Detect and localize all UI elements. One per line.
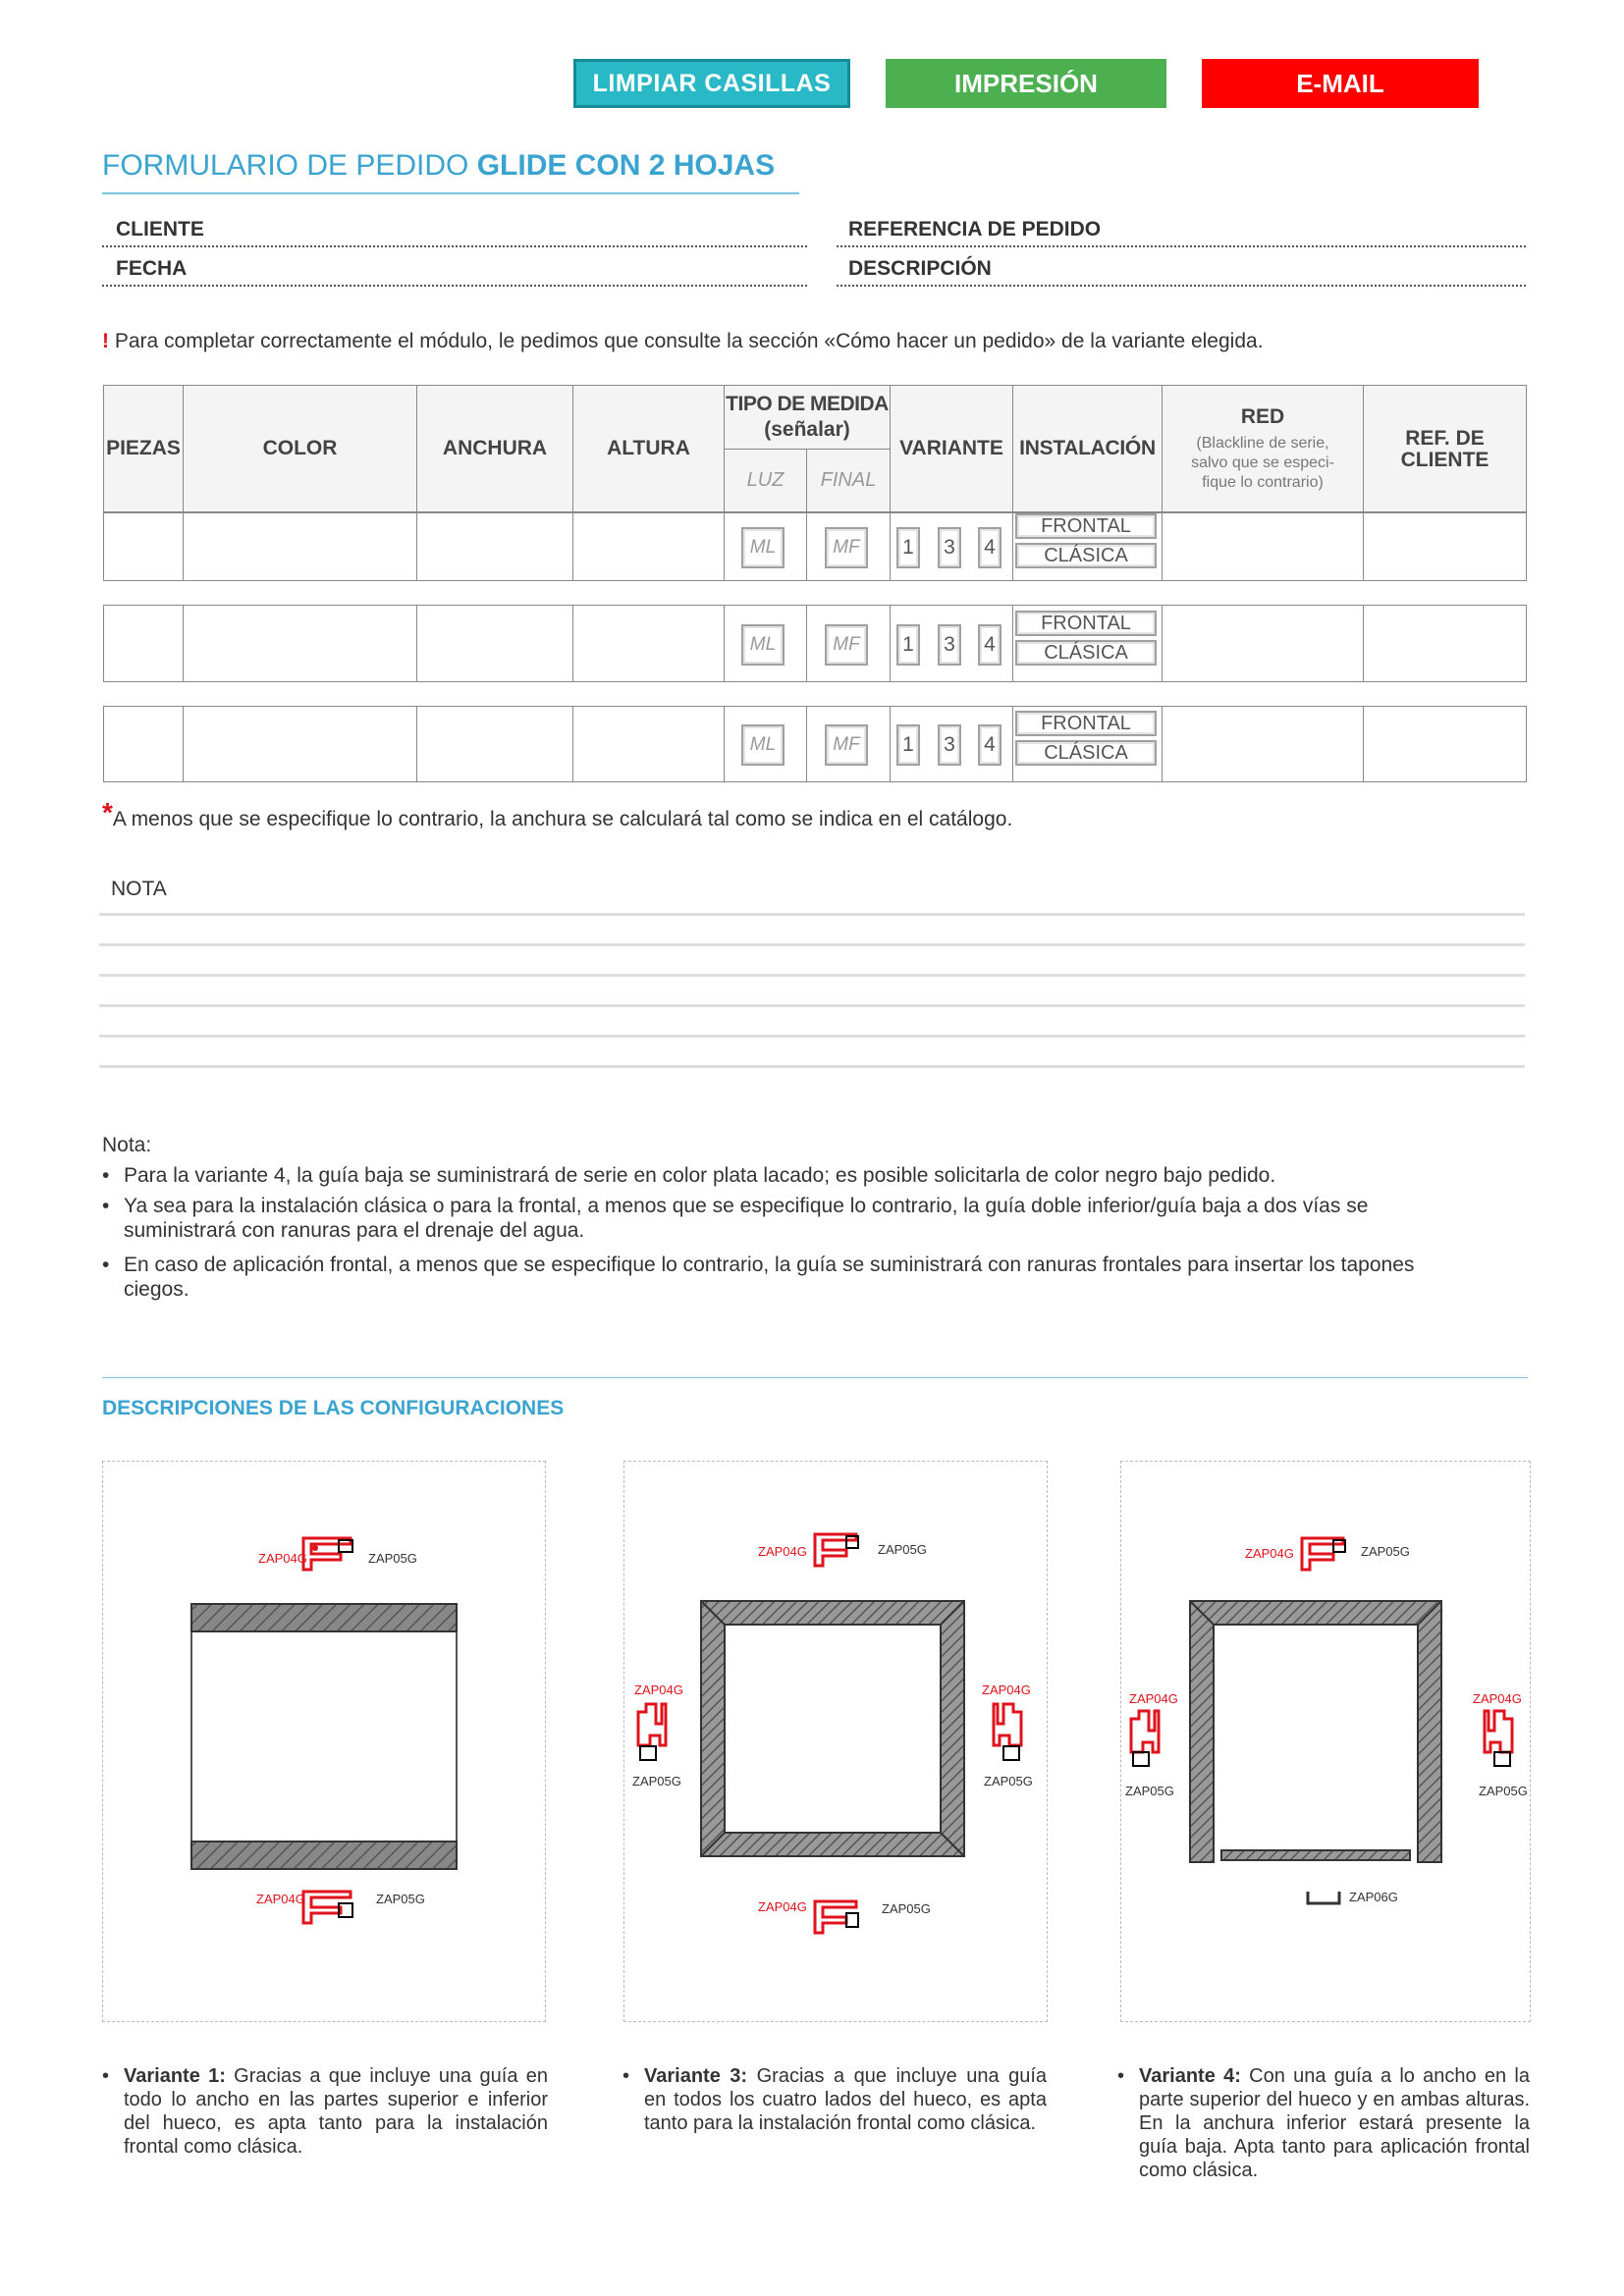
header-variante-text: VARIANTE (899, 437, 1003, 459)
caption-text: Con una guía a lo ancho en la parte superior del hueco y en ambas alturas. En la anchura inferior estará presente la guía baja. Apta tanto para aplicación frontal como clásica. (1139, 2065, 1531, 2181)
variante-1-diagram (102, 1461, 546, 2022)
zap04-profile-icon (638, 1704, 666, 1760)
clasica-option[interactable]: CLÁSICA (1015, 543, 1157, 568)
header-anchura-text: ANCHURA (442, 437, 548, 459)
header-red (1162, 385, 1364, 512)
bullet-icon: • (102, 1164, 110, 1187)
zap04-profile-icon (815, 1901, 858, 1933)
variante-cell (890, 605, 1013, 682)
luz-cell (724, 605, 807, 682)
note-text: Ya sea para la instalación clásica o para la frontal, a menos que se especifique lo contrario, la guía doble inferior/guía baja a dos vías se suministrará con ranuras para el drenaje del agua. (124, 1195, 1369, 1242)
list-item (102, 1253, 1477, 1302)
header-altura-text: ALTURA (607, 437, 690, 459)
variante-4-caption (1117, 2064, 1531, 2182)
header-red-note-2: salvo que se especi- (1191, 454, 1334, 471)
list-item (102, 1194, 1477, 1243)
header-tipo-line2: (señalar) (764, 418, 850, 441)
variante-3-checkbox[interactable]: 3 (938, 527, 961, 568)
caption-text: Gracias a que incluye una guía en todos los cuatro lados del hueco, es apta tanto para la instalación frontal como clásica. (644, 2065, 1048, 2134)
zap04-label: ZAP04G (1245, 1546, 1294, 1561)
header-altura (572, 385, 725, 512)
nota-line[interactable] (99, 974, 1525, 977)
color-cell[interactable] (183, 605, 417, 682)
header-piezas (103, 385, 184, 512)
frontal-option[interactable]: FRONTAL (1015, 513, 1157, 539)
zap04-label: ZAP04G (634, 1682, 683, 1697)
header-ref-cliente (1363, 385, 1527, 512)
email-button[interactable]: E-MAIL (1202, 59, 1479, 108)
zap04-profile-icon (1131, 1711, 1159, 1766)
caption-text: Gracias a que incluye una guía en todo lo ancho en las partes superior e inferior del hueco, es apta tanto para la instalación frontal como clásica. (124, 2065, 548, 2158)
header-variante (890, 385, 1013, 512)
zap05-label: ZAP05G (1361, 1544, 1410, 1559)
anchura-cell[interactable] (416, 706, 573, 782)
note-text: En caso de aplicación frontal, a menos que se especifique lo contrario, la guía se suministrará con ranuras frontales para insertar los tapones ciegos. (124, 1254, 1415, 1301)
note-text: Para la variante 4, la guía baja se suministrará de serie en color plata lacado; es posible solicitarla de color negro bajo pedido. (124, 1164, 1276, 1187)
bullet-icon: • (102, 2065, 110, 2087)
notice-text: Para completar correctamente el módulo, le pedimos que consulte la sección «Cómo hacer un pedido» de la variante elegida. (114, 330, 1264, 352)
header-luz (724, 449, 807, 512)
bullet-icon: • (623, 2065, 630, 2087)
piezas-cell[interactable] (103, 706, 184, 782)
caption-label: Variante 3: (644, 2065, 748, 2087)
zap06-label: ZAP06G (1349, 1890, 1398, 1904)
zap04-profile-icon (1485, 1711, 1512, 1766)
cliente-field[interactable] (102, 245, 807, 247)
bullet-icon: • (102, 1254, 110, 1276)
list-item (102, 1163, 1477, 1189)
footnote-text: A menos que se especifique lo contrario, la anchura se calculará tal como se indica en el catálogo. (112, 808, 1013, 830)
title-light: FORMULARIO DE PEDIDO (102, 149, 469, 182)
variante-3-drawing (624, 1462, 1049, 2023)
variante-3-diagram (623, 1461, 1048, 2022)
instructions-notice (102, 330, 1264, 353)
ref-cliente-cell[interactable] (1363, 512, 1527, 581)
window-frame (1190, 1601, 1441, 1862)
variante-1-checkbox[interactable]: 1 (896, 527, 920, 568)
header-red-note-1: (Blackline de serie, (1196, 435, 1329, 452)
ml-checkbox[interactable]: ML (741, 527, 785, 568)
zap05-label: ZAP05G (632, 1774, 681, 1789)
title-underline (102, 192, 799, 194)
zap04-label: ZAP04G (256, 1892, 305, 1906)
header-tipo-medida (724, 385, 891, 450)
header-red-note-3: fique lo contrario) (1202, 474, 1324, 491)
fecha-label: FECHA (116, 257, 188, 280)
zap05-label: ZAP05G (984, 1774, 1033, 1789)
variante-3-checkbox[interactable]: 3 (938, 624, 961, 666)
altura-cell[interactable] (572, 706, 725, 782)
red-cell[interactable] (1162, 706, 1364, 782)
variante-1-drawing (103, 1462, 547, 2023)
nota-line[interactable] (99, 913, 1525, 916)
nota-line[interactable] (99, 1004, 1525, 1007)
zap04-profile-icon (994, 1704, 1021, 1760)
variante-4-checkbox[interactable]: 4 (978, 624, 1001, 666)
mf-checkbox[interactable]: MF (825, 624, 868, 666)
top-rail (191, 1604, 457, 1631)
nota-line[interactable] (99, 1035, 1525, 1038)
zap05-label: ZAP05G (1479, 1784, 1528, 1798)
final-cell (806, 512, 891, 581)
clear-fields-button[interactable]: LIMPIAR CASILLAS (573, 59, 850, 108)
red-cell[interactable] (1162, 605, 1364, 682)
nota-label: NOTA (111, 878, 167, 900)
zap04-profile-icon (815, 1534, 858, 1566)
header-red-text: RED (1240, 405, 1285, 428)
variante-3-caption (623, 2064, 1048, 2135)
page-title (102, 149, 775, 183)
window-frame (191, 1604, 457, 1869)
header-final (806, 449, 891, 512)
referencia-label: REFERENCIA DE PEDIDO (848, 218, 1102, 240)
piezas-cell[interactable] (103, 512, 184, 581)
mf-checkbox[interactable]: MF (825, 527, 868, 568)
header-anchura (416, 385, 573, 512)
luz-cell (724, 512, 807, 581)
zap05-label: ZAP05G (1125, 1784, 1174, 1798)
clasica-option[interactable]: CLÁSICA (1015, 740, 1157, 766)
zap05-label: ZAP05G (368, 1551, 417, 1566)
alert-icon: ! (102, 330, 109, 352)
variante-4-diagram (1120, 1461, 1531, 2022)
header-piezas-text: PIEZAS (106, 437, 181, 459)
variante-1-checkbox[interactable]: 1 (896, 724, 920, 766)
bullet-icon: • (1117, 2065, 1125, 2087)
color-cell[interactable] (183, 706, 417, 782)
header-luz-text: LUZ (746, 469, 785, 491)
color-cell[interactable] (183, 512, 417, 581)
referencia-field[interactable] (837, 245, 1526, 247)
clasica-option[interactable]: CLÁSICA (1015, 640, 1157, 666)
anchura-footnote (102, 797, 1012, 831)
bottom-rail (191, 1842, 457, 1869)
caption-label: Variante 1: (124, 2065, 226, 2087)
nota-line[interactable] (99, 1065, 1525, 1068)
altura-cell[interactable] (572, 605, 725, 682)
header-instalacion-text: INSTALACIÓN (1019, 437, 1156, 459)
print-button[interactable]: IMPRESIÓN (886, 59, 1166, 108)
variante-4-checkbox[interactable]: 4 (978, 527, 1001, 568)
luz-cell (724, 706, 807, 782)
altura-cell[interactable] (572, 512, 725, 581)
zap04-label: ZAP04G (1129, 1691, 1178, 1706)
variante-1-checkbox[interactable]: 1 (896, 624, 920, 666)
frontal-option[interactable]: FRONTAL (1015, 611, 1157, 636)
variante-4-checkbox[interactable]: 4 (978, 724, 1001, 766)
cliente-label: CLIENTE (116, 218, 204, 240)
ml-checkbox[interactable]: ML (741, 624, 785, 666)
frontal-option[interactable]: FRONTAL (1015, 711, 1157, 736)
variante-4-drawing (1121, 1462, 1532, 2023)
nota-line[interactable] (99, 943, 1525, 946)
variante-3-checkbox[interactable]: 3 (938, 724, 961, 766)
fecha-field[interactable] (102, 285, 807, 287)
variante-cell (890, 706, 1013, 782)
header-color (183, 385, 417, 512)
zap05-label: ZAP05G (376, 1892, 425, 1906)
section-divider (102, 1377, 1528, 1378)
bullet-icon: • (102, 1195, 110, 1217)
header-tipo-line1: TIPO DE MEDIDA (726, 393, 889, 415)
variante-1-caption (102, 2064, 548, 2159)
ref-cliente-cell[interactable] (1363, 706, 1527, 782)
zap04-profile-icon (303, 1538, 352, 1570)
header-color-text: COLOR (262, 437, 338, 459)
anchura-cell[interactable] (416, 512, 573, 581)
header-final-text: FINAL (820, 469, 877, 491)
anchura-cell[interactable] (416, 605, 573, 682)
zap06-profile-icon (1308, 1892, 1339, 1903)
title-bold: GLIDE CON 2 HOJAS (476, 149, 776, 182)
mf-checkbox[interactable]: MF (825, 724, 868, 766)
window-frame (701, 1601, 964, 1856)
zap04-profile-icon (303, 1892, 352, 1923)
zap04-label: ZAP04G (982, 1682, 1031, 1697)
descripcion-field[interactable] (837, 285, 1526, 287)
zap04-label: ZAP04G (758, 1544, 807, 1559)
header-instalacion (1012, 385, 1163, 512)
zap04-label: ZAP04G (258, 1551, 307, 1566)
zap04-profile-icon (1302, 1538, 1345, 1570)
final-cell (806, 706, 891, 782)
final-cell (806, 605, 891, 682)
low-guide (1221, 1850, 1410, 1860)
zap04-label: ZAP04G (758, 1899, 807, 1914)
header-ref-line2: CLIENTE (1400, 449, 1489, 471)
ml-checkbox[interactable]: ML (741, 724, 785, 766)
red-cell[interactable] (1162, 512, 1364, 581)
section-title: DESCRIPCIONES DE LAS CONFIGURACIONES (102, 1397, 565, 1419)
zap05-label: ZAP05G (878, 1542, 927, 1557)
zap04-label: ZAP04G (1473, 1691, 1522, 1706)
caption-label: Variante 4: (1139, 2065, 1241, 2087)
asterisk-icon: * (102, 797, 113, 828)
ref-cliente-cell[interactable] (1363, 605, 1527, 682)
variante-cell (890, 512, 1013, 581)
descripcion-label: DESCRIPCIÓN (848, 257, 992, 280)
piezas-cell[interactable] (103, 605, 184, 682)
notes-title: Nota: (102, 1134, 152, 1156)
header-ref-line1: REF. DE (1405, 427, 1485, 450)
zap05-label: ZAP05G (882, 1901, 931, 1916)
